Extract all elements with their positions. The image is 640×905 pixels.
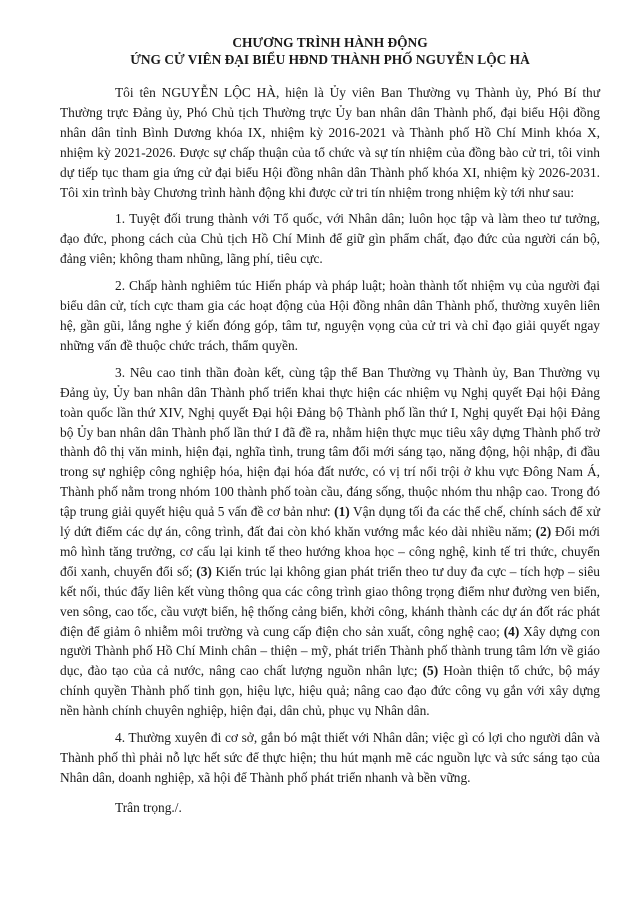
point-3-lead: 3. Nêu cao tinh thần đoàn kết, cùng tập thể Ban Thường vụ Thành ủy, Ban Thường vụ Đảng ủy, Ủy ban nhân dân Thành phố triển khai thực hiện các nhiệm vụ Nghị quyết Đại hội Đảng toàn quốc lần thứ XIV, Nghị quyết Đại hội Đảng bộ Thành phố lần thứ I, Nghị quyết Đại hội Đảng bộ Ủy ban nhân dân Thành phố lần thứ I đã đề ra, nhằm hiện thực mục tiêu xây dựng Thành phố trở thành đô thị văn minh, hiện đại, nghĩa tình, trung tâm đổi mới sáng tạo, năng động, hội nhập, đi đầu trong sự nghiệp công nghiệp hóa, hiện đại hóa đất nước, có vị trí nổi trội ở khu vực Đông Nam Á, Thành phố nằm trong nhóm 100 thành phố toàn cầu, đáng sống, thuộc nhóm thu nhập cao. Trong đó tập trung giải quyết hiệu quả 5 vấn đề cơ bản như: [60, 364, 600, 520]
issue-2-text: Đổi mới mô hình tăng trưởng, cơ cấu lại kinh tế theo hướng khoa học – công nghệ, kinh tế tri thức, chuyển đổi xanh, chuyển đổi số; [60, 524, 600, 579]
title-line-2: ỨNG CỬ VIÊN ĐẠI BIỂU HĐND THÀNH PHỐ NGUYỄN LỘC HÀ [130, 52, 530, 67]
issue-4-text: Xây dựng con người Thành phố Hồ Chí Minh chân – thiện – mỹ, phát triển Thành phố thành trung tâm lớn về giáo dục, đào tạo của cả nước, nâng cao chất lượng nguồn nhân lực; [60, 623, 600, 679]
point-3-paragraph [60, 363, 600, 721]
issue-3-number: (3) [196, 563, 212, 579]
issue-3-text: Kiến trúc lại không gian phát triển theo tư duy đa cực – tích hợp – siêu kết nối, thúc đẩy liên kết vùng thông qua các công trình giao thông trọng điểm như đường ven biển, ven sông, cao tốc, cầu vượt biển, hệ thống cảng biển, khởi công, khánh thành các dự án đốt rác phát điện để giảm ô nhiễm môi trường và cung cấp điện cho sản xuất, công nghệ cao; [60, 563, 600, 639]
point-1-paragraph: 1. Tuyệt đối trung thành với Tổ quốc, với Nhân dân; luôn học tập và làm theo tư tưởng, đạo đức, phong cách của Chủ tịch Hồ Chí Minh để giữ gìn phẩm chất, đạo đức của người cán bộ, đảng viên; không tham nhũng, lãng phí, tiêu cực. [60, 211, 600, 267]
closing-line: Trân trọng./. [115, 799, 182, 815]
issue-1-number: (1) [334, 504, 350, 520]
issue-5-number: (5) [422, 663, 439, 679]
issue-2-number: (2) [535, 524, 552, 540]
point-4-paragraph: 4. Thường xuyên đi cơ sở, gắn bó mật thiết với Nhân dân; việc gì có lợi cho người dân và Thành phố thì phải nỗ lực hết sức để thực hiện; thu hút mạnh mẽ các nguồn lực và sức sáng tạo của Nhân dân, doanh nghiệp, xã hội để Thành phố phát triển nhanh và bền vững. [60, 730, 600, 785]
document-title [60, 34, 600, 68]
point-2-paragraph: 2. Chấp hành nghiêm túc Hiến pháp và pháp luật; hoàn thành tốt nhiệm vụ của người đại biểu dân cử, tích cực tham gia các hoạt động của Hội đồng nhân dân Thành phố, thường xuyên liên hệ, gần gũi, lắng nghe ý kiến đóng góp, tâm tư, nguyện vọng của cử tri và chỉ đạo giải quyết ngay những vấn đề thuộc chức trách, thẩm quyền. [60, 278, 600, 353]
issue-1-text: Vận dụng tối đa các thể chế, chính sách để xử lý dứt điểm các dự án, công trình, đất đai còn khó khăn vướng mắc kéo dài nhiều năm; [60, 504, 600, 540]
intro-paragraph: Tôi tên NGUYỄN LỘC HÀ, hiện là Ủy viên Ban Thường vụ Thành ủy, Phó Bí thư Thường trực Đảng ủy, Phó Chủ tịch Thường trực Ủy ban nhân dân Thành phố, đại biểu Hội đồng nhân dân tỉnh Bình Dương khóa IX, nhiệm kỳ 2016-2021 và Thành phố Hồ Chí Minh khóa X, nhiệm kỳ 2021-2026. Được sự chấp thuận của tổ chức và sự tín nhiệm của đồng bào cử tri, tôi vinh dự tiếp tục tham gia ứng cử đại biểu Hội đồng nhân dân Thành phố khóa XI, nhiệm kỳ 2026-2031. Tôi xin trình bày Chương trình hành động khi được cử tri tín nhiệm trong nhiệm kỳ tới như sau: [60, 85, 600, 200]
issue-4-number: (4) [503, 623, 520, 639]
issue-5-text: Hoàn thiện tổ chức, bộ máy chính quyền Thành phố tinh gọn, hiệu lực, hiệu quả; nâng cao đạo đức công vụ gắn với xây dựng nền hành chính chuyên nghiệp, hiện đại, dân chủ, phục vụ Nhân dân. [60, 663, 601, 719]
title-line-1: CHƯƠNG TRÌNH HÀNH ĐỘNG [232, 35, 428, 50]
